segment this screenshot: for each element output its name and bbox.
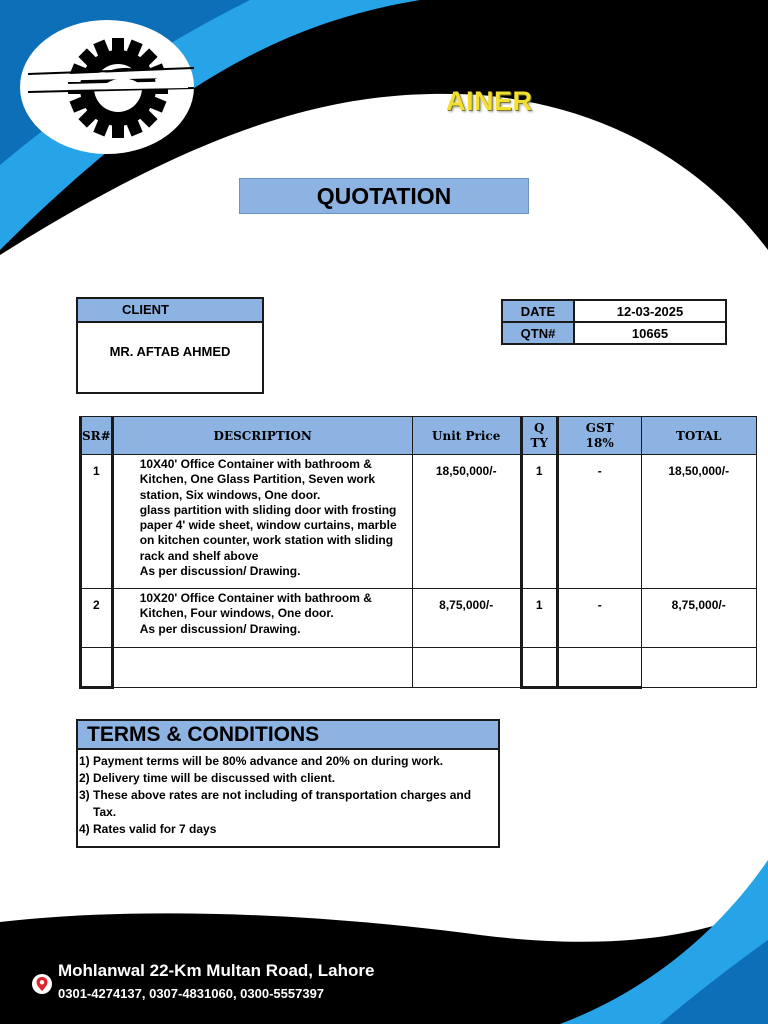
client-box — [76, 297, 264, 394]
term-text: Payment terms will be 80% advance and 20% on during work. — [93, 754, 444, 768]
row-qty: 1 — [521, 455, 557, 589]
qtn-value: 10665 — [574, 322, 726, 344]
term-number: 4) — [79, 822, 90, 836]
description-line: 10X40' Office Container with bathroom & — [139, 457, 372, 471]
terms-title: TERMS & CONDITIONS — [78, 721, 498, 750]
row-gst: - — [557, 589, 641, 648]
term-text: Delivery time will be discussed with client. — [93, 771, 336, 785]
description-line: on kitchen counter, work station with sliding — [139, 533, 394, 548]
row-sr: 1 — [81, 455, 113, 589]
gear-logo-icon — [18, 18, 196, 156]
description-line: 10X20' Office Container with bathroom & — [139, 591, 372, 605]
client-label: CLIENT — [78, 299, 262, 323]
col-gst-label: GST 18% — [585, 420, 614, 450]
description-line: Kitchen, One Glass Partition, Seven work — [139, 472, 376, 487]
list-item — [78, 787, 498, 821]
description-line: glass partition with sliding door with frosting — [139, 502, 397, 517]
description-line: paper 4' wide sheet, window curtains, marble — [139, 518, 397, 533]
items-table — [79, 416, 757, 689]
row-total: 8,75,000/- — [641, 589, 756, 648]
empty-cell — [112, 648, 412, 688]
list-item — [78, 821, 498, 838]
empty-cell — [641, 648, 756, 688]
row-sr: 2 — [81, 589, 113, 648]
description-line: station, Six windows, One door. — [139, 487, 321, 502]
col-qty-label: QTY — [530, 420, 548, 450]
footer-phones: 0301-4274137, 0307-4831060, 0300-5557397 — [58, 986, 325, 1001]
terms-list — [78, 750, 498, 838]
row-unit-price: 8,75,000/- — [412, 589, 521, 648]
row-total: 18,50,000/- — [641, 455, 756, 589]
term-text: These above rates are not including of transportation charges and — [93, 788, 472, 802]
row-unit-price: 18,50,000/- — [412, 455, 521, 589]
table-row — [81, 589, 757, 648]
table-row-empty — [81, 648, 757, 688]
description-line: Kitchen, Four windows, One door. — [139, 606, 334, 621]
row-description — [112, 455, 412, 589]
footer-address: Mohlanwal 22-Km Multan Road, Lahore — [58, 961, 375, 980]
qtn-label: QTN# — [502, 322, 574, 344]
col-unit-price: Unit Price — [412, 417, 521, 455]
empty-cell — [81, 648, 113, 688]
term-text-cont: Tax. — [93, 805, 117, 819]
term-number: 1) — [79, 754, 90, 768]
description-line: As per discussion/ Drawing. — [139, 564, 301, 579]
col-gst — [557, 417, 641, 455]
empty-cell — [557, 648, 641, 688]
row-qty: 1 — [521, 589, 557, 648]
terms-box — [76, 719, 500, 848]
brand-name: AINER — [446, 86, 533, 116]
list-item — [78, 753, 498, 770]
col-qty — [521, 417, 557, 455]
row-description — [112, 589, 412, 648]
term-number: 2) — [79, 771, 90, 785]
description-line: rack and shelf above — [139, 548, 259, 563]
date-label: DATE — [502, 300, 574, 322]
col-sr: SR# — [81, 417, 113, 455]
col-description: DESCRIPTION — [112, 417, 412, 455]
col-total: TOTAL — [641, 417, 756, 455]
term-text: Rates valid for 7 days — [93, 822, 217, 836]
empty-cell — [412, 648, 521, 688]
empty-cell — [521, 648, 557, 688]
document-title: QUOTATION — [239, 178, 529, 214]
quotation-meta — [501, 299, 727, 345]
table-row — [81, 455, 757, 589]
term-number: 3) — [79, 788, 90, 802]
location-pin-icon — [31, 973, 53, 995]
date-value: 12-03-2025 — [574, 300, 726, 322]
row-gst: - — [557, 455, 641, 589]
list-item — [78, 770, 498, 787]
client-name: MR. AFTAB AHMED — [109, 344, 231, 359]
description-line: As per discussion/ Drawing. — [139, 621, 301, 636]
